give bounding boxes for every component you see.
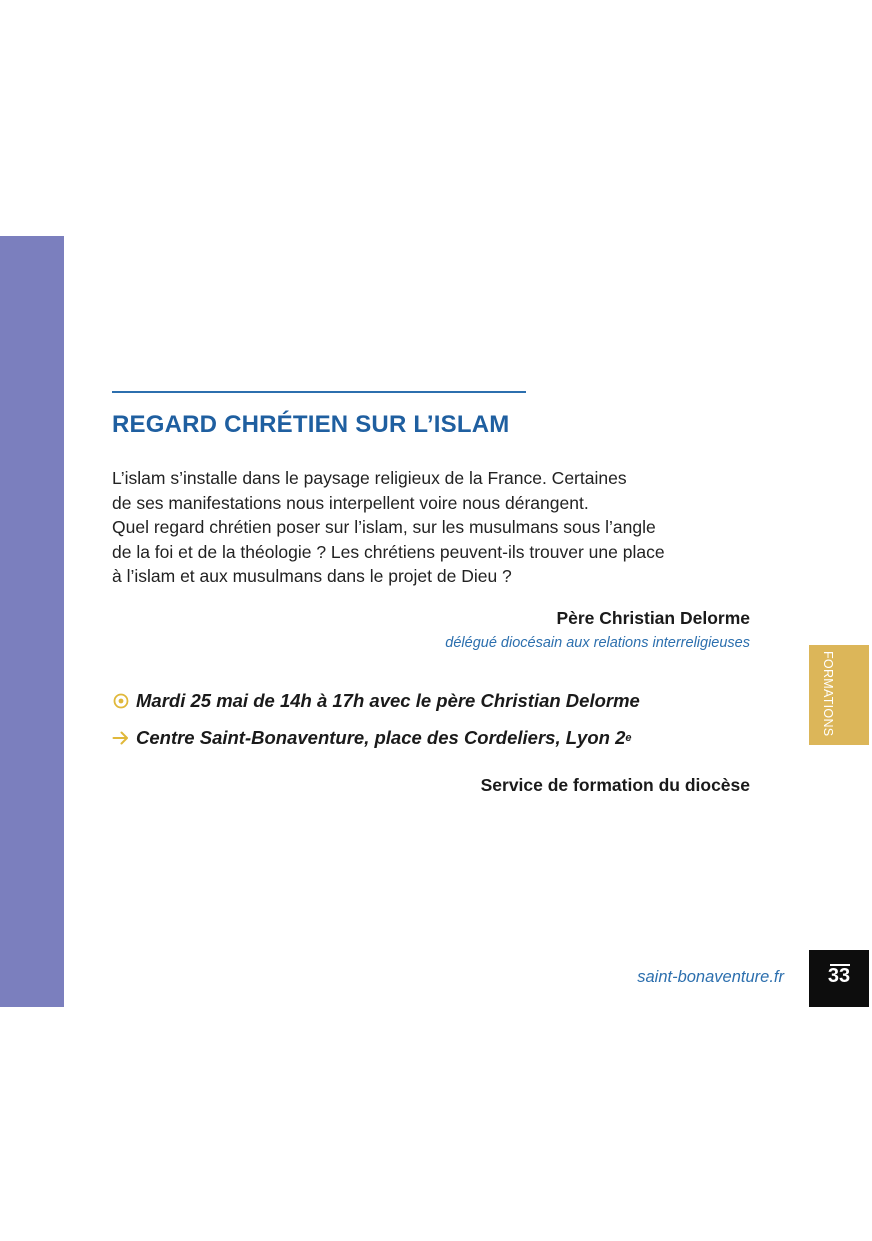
side-color-bar — [0, 236, 64, 1007]
body-line: Quel regard chrétien poser sur l’islam, sur les musulmans sous l’angle — [112, 517, 656, 537]
arrow-right-icon — [112, 729, 130, 747]
body-line: de ses manifestations nous interpellent voire nous dérangent. — [112, 492, 589, 513]
author-role: délégué diocésain aux relations interreligieuses — [445, 635, 750, 651]
page-number-box — [809, 950, 869, 1007]
body-line: à l’islam et aux musulmans dans le projet de Dieu ? — [112, 566, 512, 586]
location-superscript: e — [625, 732, 632, 744]
body-line: de la foi et de la théologie ? Les chrétiens peuvent-ils trouver une place — [112, 541, 665, 562]
event-location — [112, 727, 631, 749]
event-date — [112, 690, 640, 712]
body-line: L’islam s’installe dans le paysage religieux de la France. Certaines — [112, 468, 627, 488]
event-location-text: Centre Saint-Bonaventure, place des Cordeliers, Lyon 2 — [136, 727, 626, 748]
page-number: 33 — [827, 965, 851, 987]
author-name: Père Christian Delorme — [556, 608, 750, 628]
title-rule — [112, 391, 526, 393]
section-tab — [809, 645, 869, 745]
event-date-text: Mardi 25 mai de 14h à 17h avec le père Christian Delorme — [136, 690, 640, 711]
website-link[interactable]: saint-bonaventure.fr — [637, 968, 784, 986]
article-title: REGARD CHRÉTIEN SUR L’ISLAM — [112, 411, 510, 438]
clock-icon — [112, 692, 130, 710]
section-tab-label: FORMATIONS — [821, 651, 835, 737]
organizer: Service de formation du diocèse — [480, 775, 750, 795]
article-body — [112, 466, 772, 589]
